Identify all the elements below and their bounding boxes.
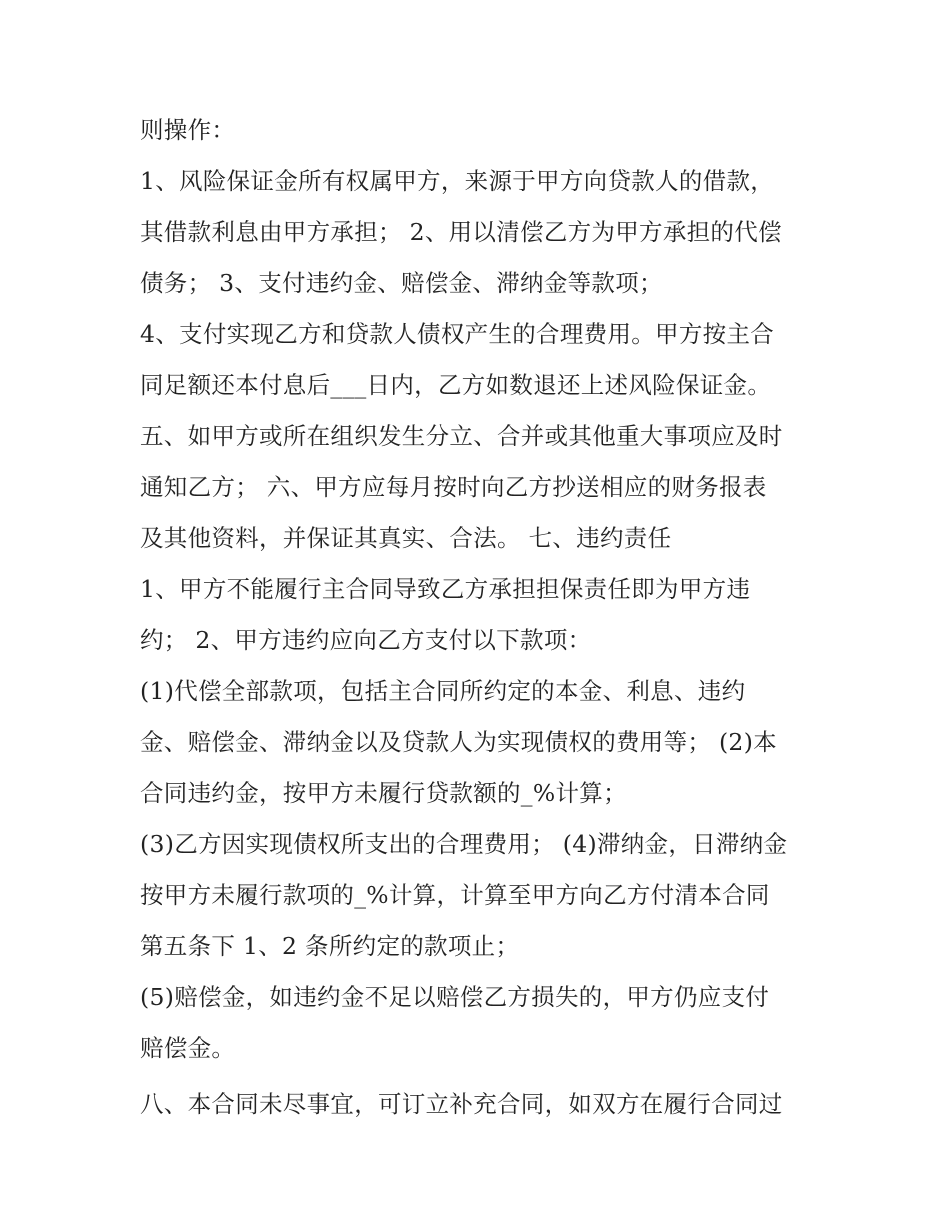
- text-line: 金、赔偿金、滞纳金以及贷款人为实现债权的费用等； (2)本: [140, 728, 777, 756]
- text-line: (5)赔偿金，如违约金不足以赔偿乙方损失的，甲方仍应支付: [140, 983, 770, 1011]
- text-line: 合同违约金，按甲方未履行贷款额的_%计算；: [140, 779, 627, 807]
- text-line: 第五条下 1、2 条所约定的款项止；: [140, 932, 520, 960]
- text-line: 同足额还本付息后___日内，乙方如数退还上述风险保证金。: [140, 371, 772, 399]
- text-line: 则操作：: [140, 116, 236, 144]
- text-line: 其借款利息由甲方承担； 2、用以清偿乙方为甲方承担的代偿: [140, 218, 782, 246]
- document-body: [140, 105, 830, 1130]
- text-line: 4、支付实现乙方和贷款人债权产生的合理费用。甲方按主合: [140, 320, 775, 348]
- text-line: 五、如甲方或所在组织发生分立、合并或其他重大事项应及时: [140, 422, 783, 450]
- text-line: 赔偿金。: [140, 1034, 236, 1062]
- text-line: (1)代偿全部款项，包括主合同所约定的本金、利息、违约: [140, 677, 746, 705]
- text-line: 1、甲方不能履行主合同导致乙方承担担保责任即为甲方违: [140, 575, 751, 603]
- text-line: 及其他资料，并保证其真实、合法。 七、违约责任: [140, 524, 672, 552]
- text-line: 通知乙方； 六、甲方应每月按时向乙方抄送相应的财务报表: [140, 473, 767, 501]
- text-line: 按甲方未履行款项的_%计算，计算至甲方向乙方付清本合同: [140, 881, 770, 909]
- text-line: 1、风险保证金所有权属甲方，来源于甲方向贷款人的借款，: [140, 167, 775, 195]
- text-line: 约； 2、甲方违约应向乙方支付以下款项：: [140, 626, 592, 654]
- text-line: (3)乙方因实现债权所支出的合理费用； (4)滞纳金，日滞纳金: [140, 830, 788, 858]
- text-line: 八、本合同未尽事宜，可订立补充合同，如双方在履行合同过: [140, 1090, 783, 1118]
- text-line: 债务； 3、支付违约金、赔偿金、滞纳金等款项；: [140, 269, 663, 297]
